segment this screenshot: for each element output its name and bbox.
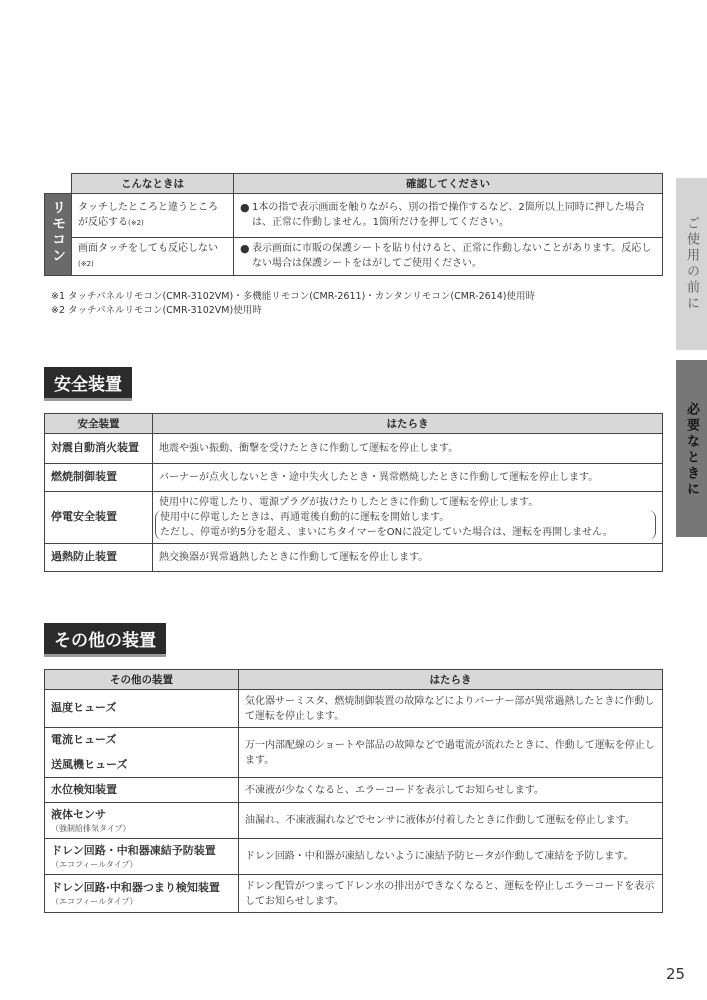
remote-side-label: リモコン [45,194,72,276]
other-function-7: ドレン配管がつまってドレン水の排出ができなくなると、運転を停止しエラーコードを表示してお知らせします。 [239,875,663,913]
column-header-device: その他の装置 [45,670,239,690]
other-function-6: ドレン回路・中和器が凍結しないように凍結予防ヒータが作動して凍結を予防します。 [239,839,663,875]
footnote-2: ※2 タッチパネルリモコン(CMR-3102VM)使用時 [51,305,262,317]
other-function-4: 不凍液が少なくなると、エラーコードを表示してお知らせします。 [239,778,663,803]
bullet-icon: ● [240,201,250,214]
column-header-device: 安全装置 [45,414,153,434]
footnotes [51,290,535,319]
remote-check-1: ● 1本の指で表示画面を触りながら、別の指で操作するなど、2箇所以上同時に押した場合は、正常に作動しません。1箇所だけを押してください。 [234,194,663,238]
remote-troubleshoot-table [44,173,663,276]
other-function-2: 万一内部配線のショートや部品の故障などで過電流が流れたときに、作動して運転を停止します。 [239,728,663,778]
remote-condition-1: タッチしたところと違うところが反応する(※2) [72,194,234,238]
other-function-1: 気化器サーミスタ、燃焼制御装置の故障などによりバーナー部が異常過熱したときに作動して運転を停止します。 [239,690,663,728]
other-function-5: 油漏れ、不凍液漏れなどでセンサに液体が付着したときに作動して運転を停止します。 [239,803,663,839]
safety-name-3: 停電安全装置 [45,492,153,544]
parenthetical-note: 使用中に停電したときは、再通電後自動的に運転を開始します。 ただし、停電が約5分を超え、まいにちタイマーをONに設定していた場合は、運転を再開しません。 [155,510,656,540]
column-header-when: こんなときは [72,174,234,194]
safety-function-3: 使用中に停電したり、電源プラグが抜けたりしたときに作動して運転を停止します。 使用中に停電したときは、再通電後自動的に運転を開始します。 ただし、停電が約5分を超え、まいにちタイマーをONに設定していた場合は、運転を再開しません。 [153,492,663,544]
other-name-3: 送風機ヒューズ [45,753,239,778]
bullet-icon: ● [240,242,250,255]
other-name-2: 電流ヒューズ [45,728,239,753]
remote-condition-2: 画面タッチをしても反応しない(※2) [72,238,234,276]
other-name-1: 温度ヒューズ [45,690,239,728]
safety-name-4: 過熱防止装置 [45,544,153,572]
remote-check-2: ● 表示画面に市販の保護シートを貼り付けると、正常に作動しないことがあります。反応しない場合は保護シートをはがしてご使用ください。 [234,238,663,276]
other-name-6: ドレン回路・中和器凍結予防装置 （エコフィールタイプ） [45,839,239,875]
footnote-1: ※1 タッチパネルリモコン(CMR-3102VM)・多機能リモコン(CMR-2611)・カンタンリモコン(CMR-2614)使用時 [51,291,535,302]
safety-device-table [44,413,663,572]
safety-heading: 安全装置 [44,367,132,401]
safety-name-2: 燃焼制御装置 [45,464,153,492]
other-device-table [44,669,663,913]
safety-function-4: 熱交換器が異常過熱したときに作動して運転を停止します。 [153,544,663,572]
safety-function-1: 地震や強い振動、衝撃を受けたときに作動して運転を停止します。 [153,434,663,464]
safety-name-1: 対震自動消火装置 [45,434,153,464]
other-heading: その他の装置 [44,623,166,657]
other-name-4: 水位検知装置 [45,778,239,803]
safety-function-2: バーナーが点火しないとき・途中失火したとき・異常燃焼したときに作動して運転を停止します。 [153,464,663,492]
tab-when-needed[interactable]: 必要なときに [676,360,707,537]
column-header-function: はたらき [153,414,663,434]
tab-before-use[interactable]: ご使用の前に [676,178,707,350]
column-header-function: はたらき [239,670,663,690]
page-number: 25 [666,965,686,983]
other-name-5: 液体センサ （強制給排気タイプ） [45,803,239,839]
other-name-7: ドレン回路·中和器つまり検知装置 （エコフィールタイプ） [45,875,239,913]
column-header-check: 確認してください [234,174,663,194]
